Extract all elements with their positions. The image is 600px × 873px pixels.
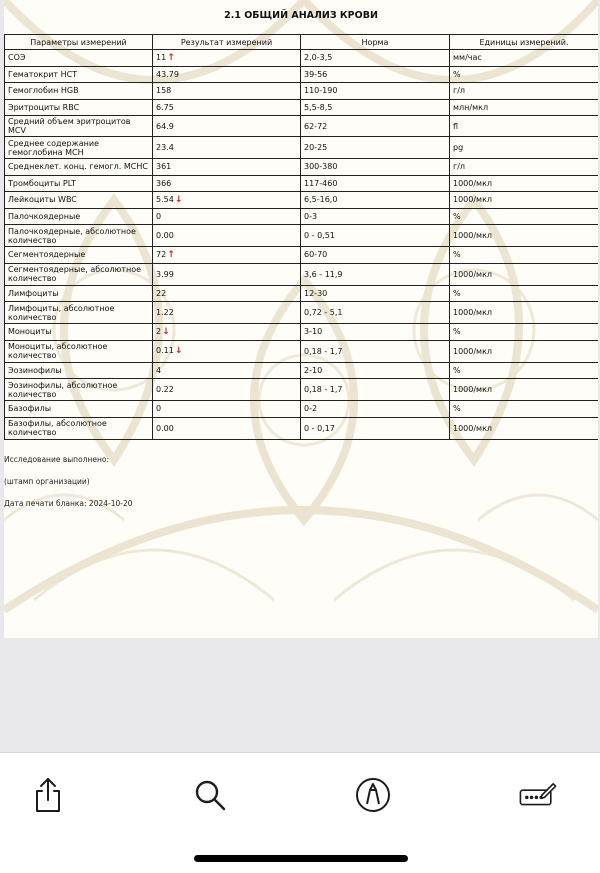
parameter-cell: Тромбоциты PLT: [5, 175, 153, 192]
result-cell: [153, 116, 301, 137]
table-row: [5, 66, 599, 83]
share-icon: [31, 776, 65, 814]
unit-cell: 1000/мкл: [450, 192, 599, 209]
table-row: [5, 285, 599, 302]
parameter-cell: СОЭ: [5, 50, 153, 67]
column-header-parameter: Параметры измерений: [5, 35, 153, 50]
unit-cell: %: [450, 401, 599, 418]
parameter-cell: Среднеклет. конц. гемогл. MCHC: [5, 159, 153, 176]
unit-cell: %: [450, 324, 599, 341]
table-row: [5, 324, 599, 341]
document-sheet: [4, 0, 598, 638]
search-icon: [192, 777, 228, 813]
table-row: [5, 379, 599, 401]
parameter-cell: Среднее содержание гемоглобина MCH: [5, 137, 153, 159]
table-row: [5, 247, 599, 264]
result-cell: [153, 379, 301, 401]
result-value: 3.99: [156, 269, 174, 279]
stamp-label: (штамп организации): [4, 477, 90, 486]
norm-cell: 117-460: [301, 175, 450, 192]
result-cell: [153, 66, 301, 83]
result-cell: [153, 417, 301, 439]
markup-icon: [354, 776, 392, 814]
parameter-cell: Палочкоядерные: [5, 208, 153, 225]
norm-cell: 5,5-8,5: [301, 99, 450, 116]
parameter-cell: Эритроциты RBC: [5, 99, 153, 116]
parameter-cell: Эозинофилы, абсолютное количество: [5, 379, 153, 401]
unit-cell: 1000/мкл: [450, 417, 599, 439]
unit-cell: 1000/мкл: [450, 263, 599, 285]
parameter-cell: Гемоглобин HGB: [5, 83, 153, 100]
parameter-cell: Палочкоядерные, абсолютное количество: [5, 225, 153, 247]
markup-button[interactable]: [353, 775, 393, 815]
performed-label: Исследование выполнено:: [4, 455, 109, 464]
results-table: [4, 34, 598, 440]
unit-cell: %: [450, 362, 599, 379]
print-date: Дата печати бланка: 2024-10-20: [4, 499, 133, 508]
result-value: 0: [156, 211, 162, 221]
result-cell: [153, 324, 301, 341]
result-value: 158: [156, 86, 172, 96]
norm-cell: 60-70: [301, 247, 450, 264]
parameter-cell: Моноциты: [5, 324, 153, 341]
unit-cell: г/л: [450, 83, 599, 100]
norm-cell: 0 - 0,51: [301, 225, 450, 247]
norm-cell: 39-56: [301, 66, 450, 83]
result-value: 11: [156, 52, 167, 62]
result-value: 0: [156, 404, 162, 414]
result-value: 366: [156, 178, 172, 188]
result-value: 1.22: [156, 308, 174, 317]
table-row: [5, 175, 599, 192]
parameter-cell: Сегментоядерные: [5, 247, 153, 264]
norm-cell: 110-190: [301, 83, 450, 100]
norm-cell: 3,6 - 11,9: [301, 263, 450, 285]
norm-cell: 0 - 0,17: [301, 417, 450, 439]
table-row: [5, 263, 599, 285]
result-value: 6.75: [156, 102, 174, 112]
parameter-cell: Базофилы: [5, 401, 153, 418]
norm-cell: 0,18 - 1,7: [301, 379, 450, 401]
result-value: 43.79: [156, 69, 179, 79]
parameter-cell: Эозинофилы: [5, 362, 153, 379]
table-row: [5, 401, 599, 418]
unit-cell: %: [450, 247, 599, 264]
result-cell: [153, 159, 301, 176]
parameter-cell: Лимфоциты, абсолютное количество: [5, 302, 153, 324]
result-cell: [153, 83, 301, 100]
result-value: 0.00: [156, 423, 174, 433]
norm-cell: 62-72: [301, 116, 450, 137]
form-fill-icon: [518, 777, 558, 813]
norm-cell: 0,18 - 1,7: [301, 340, 450, 362]
result-value: 22: [156, 288, 167, 298]
result-value: 0.00: [156, 231, 174, 240]
result-cell: [153, 137, 301, 159]
column-header-result: Результат измерений: [153, 35, 301, 50]
table-row: [5, 99, 599, 116]
table-row: [5, 192, 599, 209]
result-cell: [153, 192, 301, 209]
parameter-cell: Лимфоциты: [5, 285, 153, 302]
unit-cell: 1000/мкл: [450, 302, 599, 324]
column-header-unit: Единицы измерений.: [450, 35, 599, 50]
table-row: [5, 137, 599, 159]
result-cell: [153, 401, 301, 418]
result-value: 2: [156, 326, 162, 336]
result-value: 64.9: [156, 121, 174, 131]
arrow-down-icon: ↓: [174, 194, 183, 205]
home-indicator: [194, 855, 408, 862]
norm-cell: 0-2: [301, 401, 450, 418]
unit-cell: %: [450, 66, 599, 83]
unit-cell: мм/час: [450, 50, 599, 67]
table-row: [5, 417, 599, 439]
result-value: 5.54: [156, 194, 174, 204]
norm-cell: 0,72 - 5,1: [301, 302, 450, 324]
document-title: 2.1 ОБЩИЙ АНАЛИЗ КРОВИ: [224, 10, 378, 21]
arrow-up-icon: ↑: [167, 249, 175, 260]
parameter-cell: Средний объем эритроцитов MCV: [5, 116, 153, 137]
unit-cell: 1000/мкл: [450, 340, 599, 362]
result-cell: [153, 263, 301, 285]
table-row: [5, 340, 599, 362]
result-value: 0.11: [156, 346, 174, 355]
table-header-row: [5, 35, 599, 50]
unit-cell: %: [450, 285, 599, 302]
norm-cell: 0-3: [301, 208, 450, 225]
unit-cell: 1000/мкл: [450, 379, 599, 401]
norm-cell: 300-380: [301, 159, 450, 176]
result-cell: [153, 225, 301, 247]
table-row: [5, 83, 599, 100]
unit-cell: fl: [450, 116, 599, 137]
arrow-down-icon: ↓: [174, 346, 183, 356]
unit-cell: pg: [450, 137, 599, 159]
norm-cell: 2-10: [301, 362, 450, 379]
result-cell: [153, 285, 301, 302]
parameter-cell: Моноциты, абсолютное количество: [5, 340, 153, 362]
norm-cell: 6,5-16,0: [301, 192, 450, 209]
arrow-down-icon: ↓: [162, 326, 170, 337]
table-row: [5, 208, 599, 225]
form-fill-button[interactable]: [518, 775, 558, 815]
result-value: 23.4: [156, 143, 174, 152]
unit-cell: 1000/мкл: [450, 225, 599, 247]
result-cell: [153, 362, 301, 379]
arrow-up-icon: ↑: [167, 52, 175, 63]
unit-cell: г/л: [450, 159, 599, 176]
result-cell: [153, 247, 301, 264]
column-header-norm: Норма: [301, 35, 450, 50]
norm-cell: 12-30: [301, 285, 450, 302]
result-cell: [153, 340, 301, 362]
parameter-cell: Лейкоциты WBC: [5, 192, 153, 209]
share-button[interactable]: [28, 775, 68, 815]
result-value: 72: [156, 249, 167, 259]
norm-cell: 20-25: [301, 137, 450, 159]
result-value: 361: [156, 162, 172, 172]
result-cell: [153, 302, 301, 324]
norm-cell: 2,0-3,5: [301, 50, 450, 67]
result-value: 4: [156, 365, 162, 375]
result-cell: [153, 50, 301, 67]
parameter-cell: Базофилы, абсолютное количество: [5, 417, 153, 439]
unit-cell: %: [450, 208, 599, 225]
search-button[interactable]: [190, 775, 230, 815]
table-row: [5, 302, 599, 324]
table-row: [5, 159, 599, 176]
result-value: 0.22: [156, 385, 174, 394]
table-row: [5, 225, 599, 247]
unit-cell: 1000/мкл: [450, 175, 599, 192]
table-row: [5, 116, 599, 137]
result-cell: [153, 208, 301, 225]
table-row: [5, 50, 599, 67]
unit-cell: млн/мкл: [450, 99, 599, 116]
parameter-cell: Сегментоядерные, абсолютное количество: [5, 263, 153, 285]
result-cell: [153, 175, 301, 192]
norm-cell: 3-10: [301, 324, 450, 341]
parameter-cell: Гематокрит HCT: [5, 66, 153, 83]
result-cell: [153, 99, 301, 116]
table-row: [5, 362, 599, 379]
